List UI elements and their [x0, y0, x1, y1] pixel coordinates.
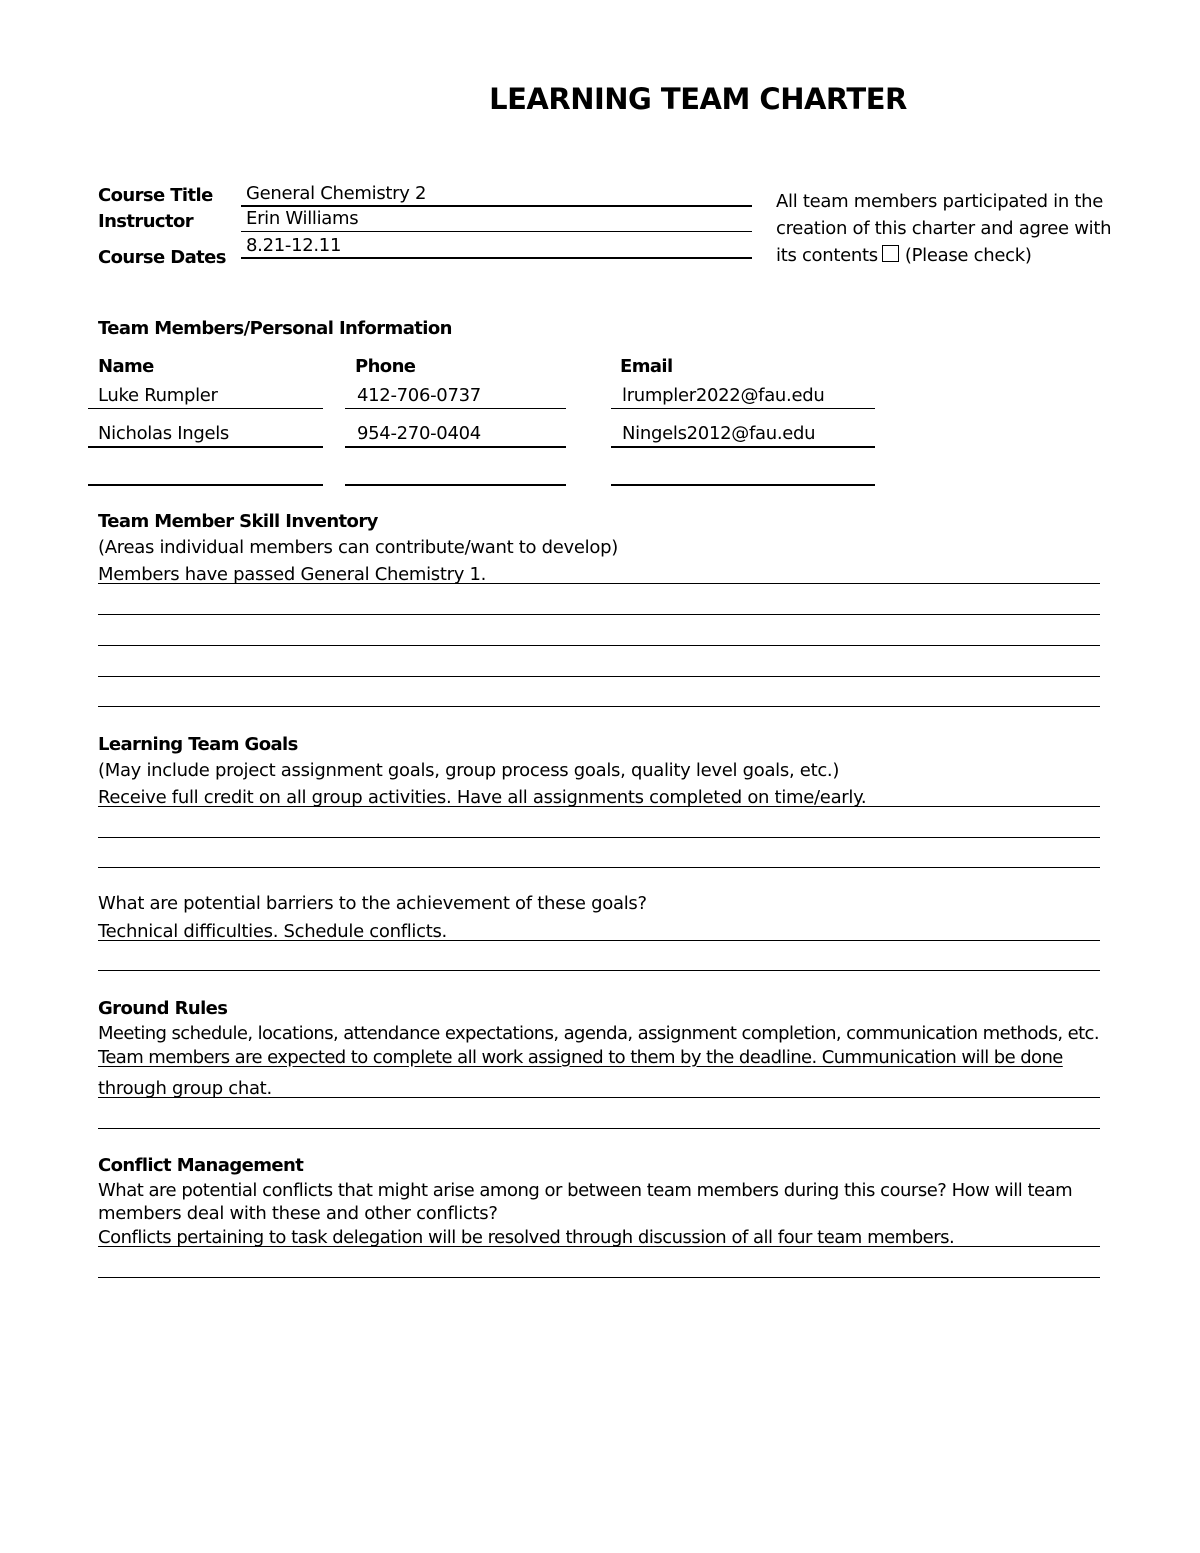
team-goals-subheading: (May include project assignment goals, group process goals, quality level goals, etc.): [98, 760, 840, 781]
column-header-phone: Phone: [355, 356, 416, 377]
member-email-field[interactable]: Ningels2012@fau.edu: [622, 423, 816, 444]
member-email-field[interactable]: lrumpler2022@fau.edu: [622, 385, 825, 406]
instructor-label: Instructor: [98, 211, 194, 232]
barriers-answer[interactable]: Technical difficulties. Schedule conflicts.: [98, 921, 447, 942]
answer-line: [98, 1277, 1100, 1278]
answer-line: [98, 867, 1100, 868]
instructor-field[interactable]: Erin Williams: [246, 208, 359, 229]
answer-line: [98, 940, 1100, 941]
member-phone-underline: [345, 408, 566, 409]
member-email-underline: [611, 408, 875, 409]
member-email-underline: [611, 446, 875, 448]
agreement-checkbox[interactable]: [882, 245, 899, 262]
member-phone-underline: [345, 484, 566, 486]
agreement-text-line-2: creation of this charter and agree with: [776, 218, 1112, 239]
answer-line: [98, 676, 1100, 677]
member-name-field[interactable]: Nicholas Ingels: [98, 423, 230, 444]
conflict-management-heading: Conflict Management: [98, 1155, 304, 1176]
member-name-underline: [88, 446, 323, 448]
agreement-contents-text: its contents: [776, 245, 878, 266]
skill-inventory-subheading: (Areas individual members can contribute/want to develop): [98, 537, 618, 558]
skill-inventory-answer[interactable]: Members have passed General Chemistry 1.: [98, 564, 487, 585]
column-header-name: Name: [98, 356, 154, 377]
course-title-field[interactable]: General Chemistry 2: [246, 183, 427, 204]
member-email-underline: [611, 484, 875, 486]
course-dates-underline: [241, 257, 752, 259]
course-title-label: Course Title: [98, 185, 213, 206]
column-header-email: Email: [620, 356, 673, 377]
agreement-please-check: (Please check): [904, 245, 1032, 266]
member-phone-field[interactable]: 954-270-0404: [357, 423, 481, 444]
answer-line: [98, 706, 1100, 707]
skill-inventory-heading: Team Member Skill Inventory: [98, 511, 378, 532]
course-dates-field[interactable]: 8.21-12.11: [246, 235, 342, 256]
team-goals-heading: Learning Team Goals: [98, 734, 298, 755]
answer-line: [98, 645, 1100, 646]
barriers-question: What are potential barriers to the achievement of these goals?: [98, 893, 647, 914]
team-goals-answer[interactable]: Receive full credit on all group activities. Have all assignments completed on time/early.: [98, 787, 867, 808]
course-dates-label: Course Dates: [98, 247, 226, 268]
member-phone-underline: [345, 446, 566, 448]
answer-line: [98, 614, 1100, 615]
answer-line: [98, 1097, 1100, 1098]
team-members-heading: Team Members/Personal Information: [98, 318, 452, 339]
ground-rules-answer-line-2[interactable]: through group chat.: [98, 1078, 272, 1099]
ground-rules-subheading: Meeting schedule, locations, attendance expectations, agenda, assignment completion, communication methods, etc.: [98, 1023, 1099, 1044]
answer-line: [98, 583, 1100, 584]
answer-line: [98, 970, 1100, 971]
member-name-underline: [88, 408, 323, 409]
answer-line: [98, 806, 1100, 807]
page-title: LEARNING TEAM CHARTER: [489, 82, 907, 116]
member-name-underline: [88, 484, 323, 486]
conflict-answer[interactable]: Conflicts pertaining to task delegation will be resolved through discussion of all four team members.: [98, 1227, 955, 1248]
instructor-underline: [241, 231, 752, 232]
conflict-question-line-1: What are potential conflicts that might arise among or between team members during this course? How will team: [98, 1180, 1073, 1201]
member-phone-field[interactable]: 412-706-0737: [357, 385, 481, 406]
course-title-underline: [241, 205, 752, 207]
agreement-text-line-3: [776, 245, 1032, 266]
answer-line: [98, 837, 1100, 838]
conflict-question-line-2: members deal with these and other conflicts?: [98, 1203, 498, 1224]
member-name-field[interactable]: Luke Rumpler: [98, 385, 218, 406]
answer-line: [98, 1128, 1100, 1129]
answer-line: [98, 1246, 1100, 1247]
ground-rules-heading: Ground Rules: [98, 998, 228, 1019]
ground-rules-answer-line-1[interactable]: Team members are expected to complete all work assigned to them by the deadline. Cummunication will be done: [98, 1047, 1063, 1068]
agreement-text-line-1: All team members participated in the: [776, 191, 1104, 212]
